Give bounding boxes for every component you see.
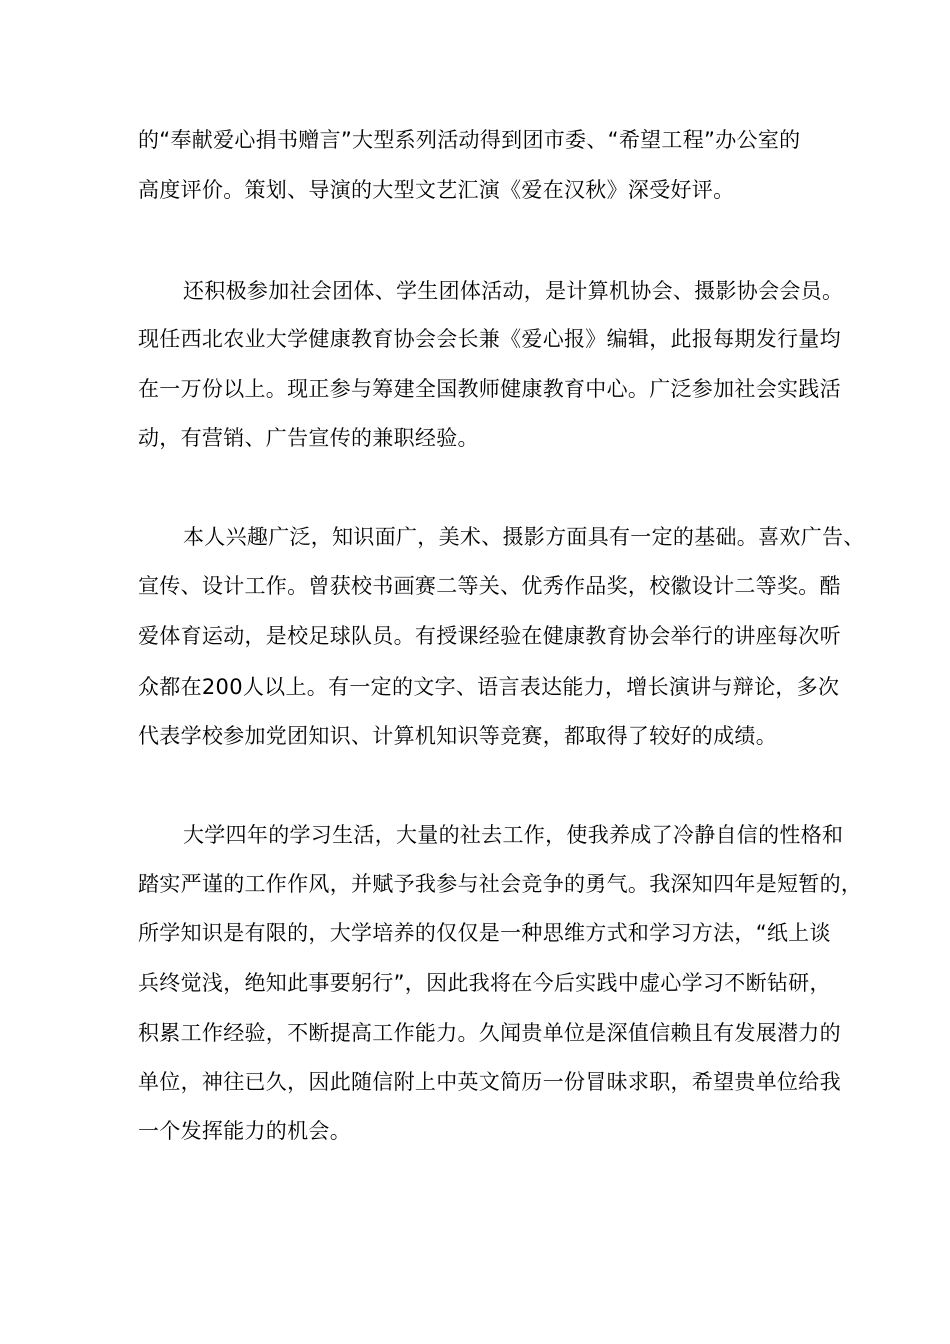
paragraph-line: 还积极参加社会团体、学生团体活动，是计算机协会、摄影协会会员。	[183, 279, 844, 303]
paragraph-line: 踏实严谨的工作作风，并赋予我参与社会竞争的勇气。我深知四年是短暂的，	[138, 872, 863, 896]
paragraph-line: 本人兴趣广泛，知识面广，美术、摄影方面具有一定的基础。喜欢广告、	[183, 525, 865, 549]
paragraph-line: 一个发挥能力的机会。	[138, 1119, 351, 1143]
paragraph-line: 大学四年的学习生活，大量的社去工作，使我养成了冷静自信的性格和	[183, 823, 844, 847]
paragraph-line: 的“奉献爱心捐书赠言”大型系列活动得到团市委、“希望工程”办公室的	[138, 128, 801, 152]
paragraph-line: 爱体育运动，是校足球队员。有授课经验在健康教育协会举行的讲座每次听	[138, 624, 841, 648]
paragraph-line: 高度评价。策划、导演的大型文艺汇演《爱在汉秋》深受好评。	[138, 178, 735, 202]
paragraph-line: 单位，神往已久，因此随信附上中英文简历一份冒昧求职，希望贵单位给我	[138, 1070, 841, 1094]
paragraph-line: 所学知识是有限的，大学培养的仅仅是一种思维方式和学习方法，“纸上谈	[138, 921, 831, 945]
paragraph-line: 动，有营销、广告宣传的兼职经验。	[138, 426, 479, 450]
paragraph-line: 代表学校参加党团知识、计算机知识等竞赛，都取得了较好的成绩。	[138, 724, 777, 748]
paragraph-line: 积累工作经验，不断提高工作能力。久闻贵单位是深值信赖且有发展潜力的	[138, 1021, 841, 1045]
paragraph-line: 现任西北农业大学健康教育协会会长兼《爱心报》编辑，此报每期发行量均	[138, 327, 841, 351]
paragraph-line: 在一万份以上。现正参与筹建全国教师健康教育中心。广泛参加社会实践活	[138, 377, 841, 401]
paragraph-line: 宣传、设计工作。曾获校书画赛二等关、优秀作品奖，校徽设计二等奖。酷	[138, 574, 841, 598]
paragraph-line: 兵终觉浅，绝知此事要躬行”，因此我将在今后实践中虚心学习不断钻研，	[138, 971, 831, 995]
paragraph-line: 众都在200人以上。有一定的文字、语言表达能力，增长演讲与辩论，多次	[138, 675, 840, 699]
